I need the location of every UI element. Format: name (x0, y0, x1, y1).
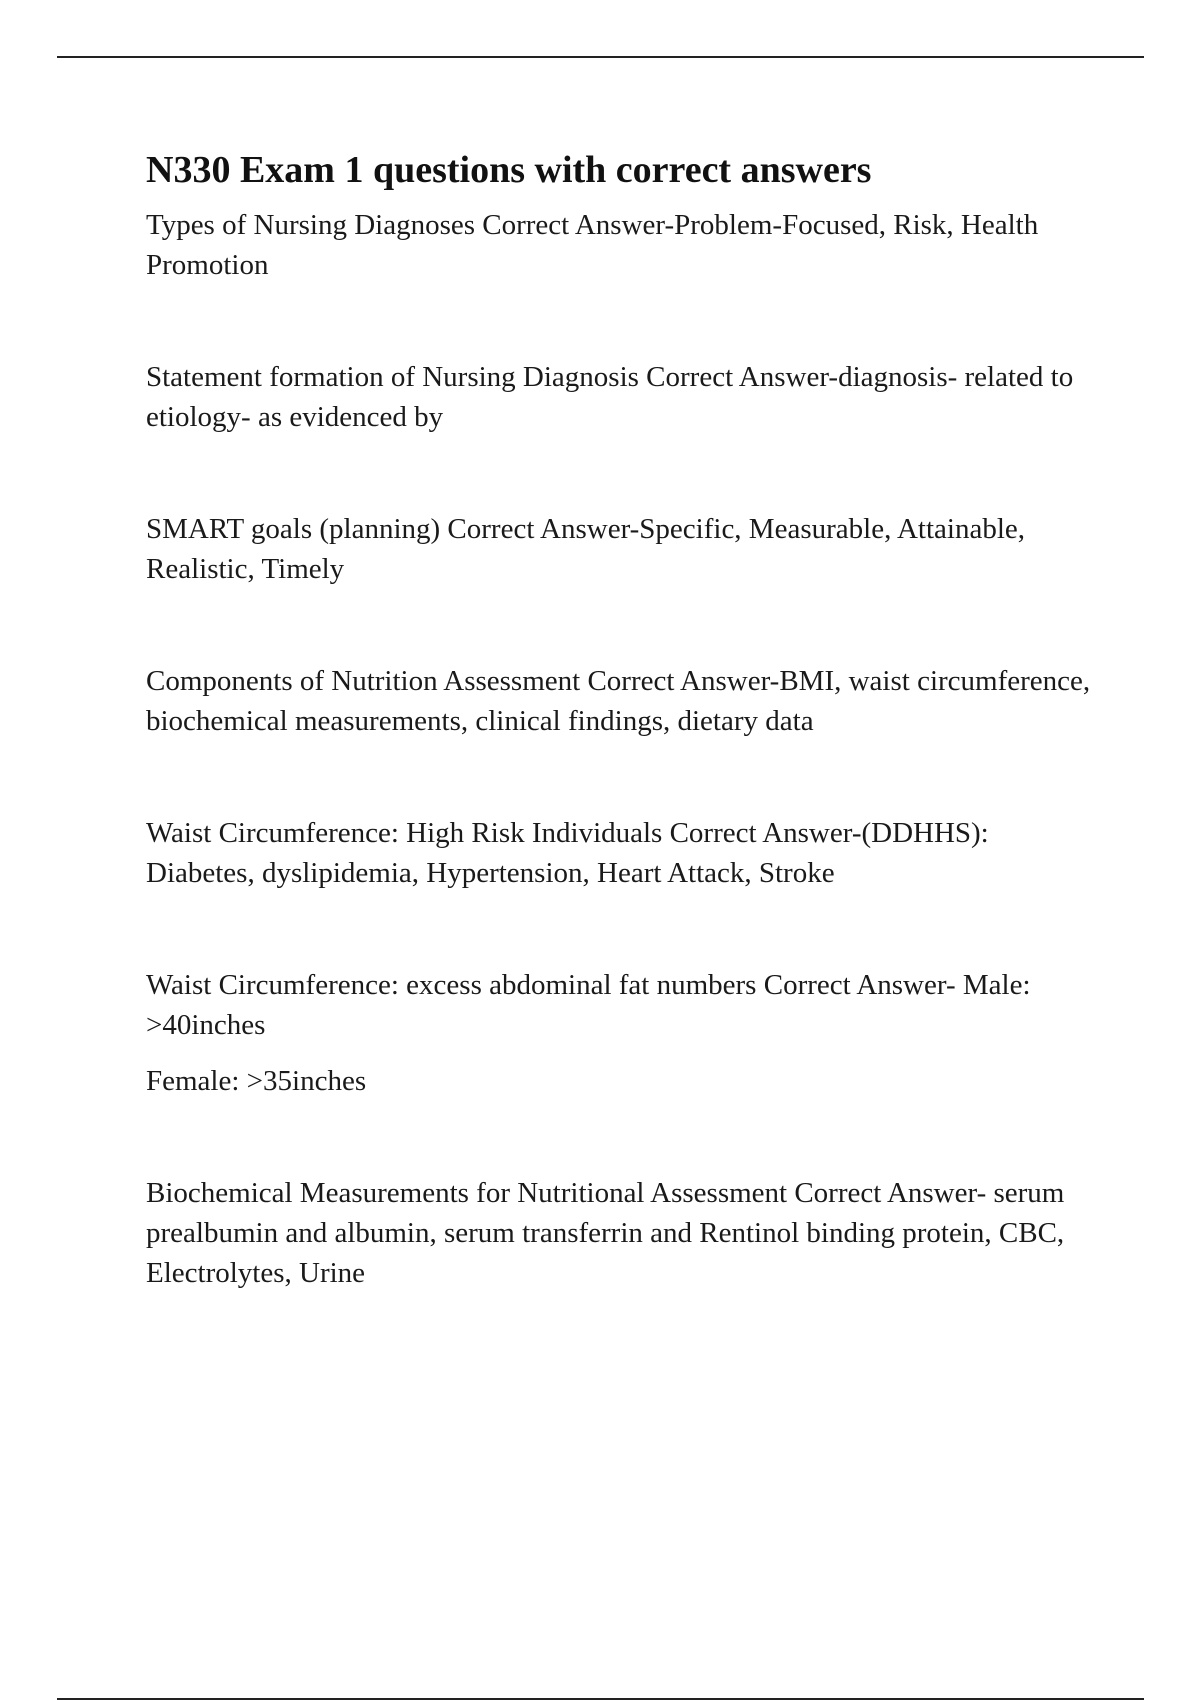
qa-item (146, 661, 1096, 741)
qa-item (146, 965, 1096, 1101)
qa-item (146, 357, 1096, 437)
qa-text: Biochemical Measurements for Nutritional Assessment Correct Answer- serum prealbumin and albumin, serum transferrin and Rentinol binding protein, CBC, Electrolytes, Urine (146, 1177, 1065, 1289)
qa-text: Statement formation of Nursing Diagnosis Correct Answer-diagnosis- related to etiology- as evidenced by (146, 361, 1074, 433)
top-rule (57, 56, 1144, 58)
qa-item (146, 1173, 1096, 1293)
qa-text: Types of Nursing Diagnoses Correct Answer-Problem-Focused, Risk, Health Promotion (146, 209, 1039, 281)
qa-item (146, 205, 1096, 285)
qa-extra-line: Female: >35inches (146, 1065, 367, 1097)
qa-text: Waist Circumference: High Risk Individuals Correct Answer-(DDHHS): Diabetes, dyslipidemia, Hypertension, Heart Attack, Stroke (146, 817, 989, 889)
page-title: N330 Exam 1 questions with correct answers (146, 149, 872, 191)
qa-text: SMART goals (planning) Correct Answer-Specific, Measurable, Attainable, Realistic, Timely (146, 513, 1026, 585)
qa-item (146, 813, 1096, 893)
qa-item (146, 509, 1096, 589)
document-body (146, 145, 1096, 1293)
qa-text: Components of Nutrition Assessment Correct Answer-BMI, waist circumference, biochemical measurements, clinical findings, dietary data (146, 665, 1091, 737)
qa-text: Waist Circumference: excess abdominal fat numbers Correct Answer- Male: >40inches (146, 969, 1031, 1041)
